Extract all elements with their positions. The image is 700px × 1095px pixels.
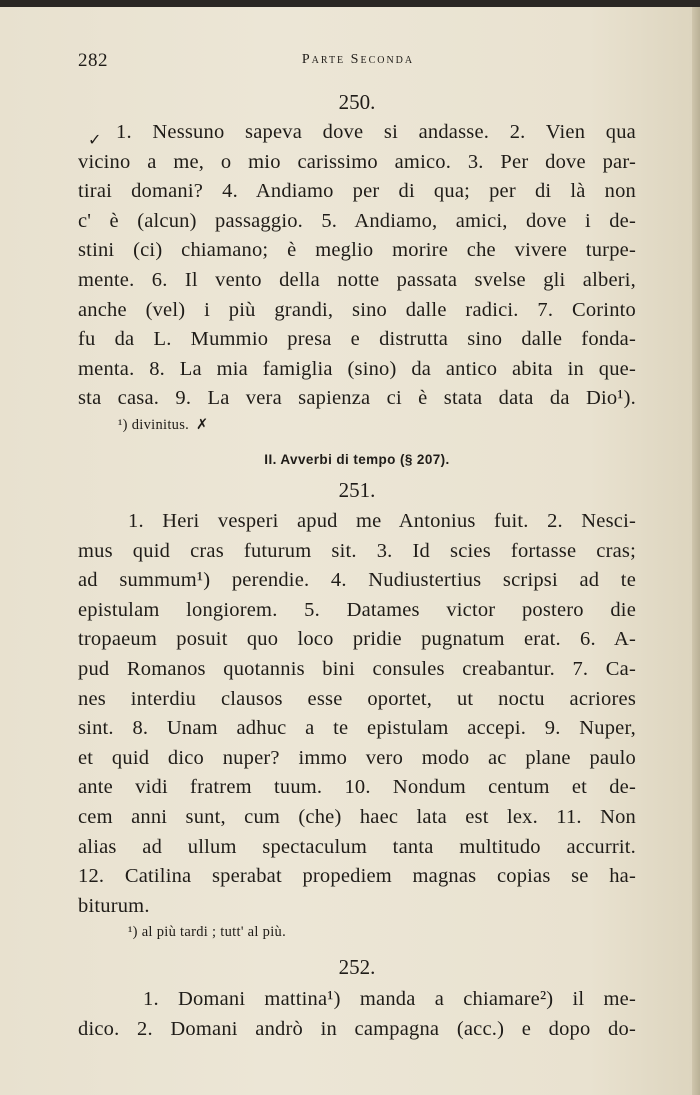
exercise-number: 250. — [338, 90, 376, 114]
cross-mark-icon: ✗ — [196, 417, 209, 433]
check-mark-icon: ✓ — [88, 132, 102, 149]
section-heading: II. Avverbi di tempo (§ 207). — [264, 452, 450, 467]
scan-top-border — [0, 0, 700, 7]
text-line: et quid dico nuper? immo vero modo ac plane paulo — [78, 746, 636, 769]
text-line: ante vidi fratrem tuum. 10. Nondum centum et de- — [78, 776, 636, 799]
text-line: anche (vel) i più grandi, sino dalle radici. 7. Corinto — [78, 298, 636, 321]
text-line: stini (ci) chiamano; è meglio morire che vivere turpe- — [78, 239, 636, 262]
text-line: 12. Catilina sperabat propediem magnas copias se ha- — [78, 865, 636, 888]
exercise-text — [78, 985, 636, 1044]
text-line: cem anni sunt, cum (che) haec lata est lex. 11. Non — [78, 805, 636, 828]
page-header — [78, 50, 638, 74]
text-line: pud Romanos quotannis bini consules creabantur. 7. Ca- — [78, 657, 636, 680]
running-title: Parte Seconda — [301, 52, 415, 67]
text-line: epistulam longiorem. 5. Datames victor postero die — [78, 598, 636, 621]
text-line: c' è (alcun) passaggio. 5. Andiamo, amici, dove i de- — [78, 209, 636, 232]
exercise-number: 251. — [338, 478, 376, 502]
text-line: mente. 6. Il vento della notte passata svelse gli alberi, — [78, 268, 636, 291]
text-line: 1. Domani mattina¹) manda a chiamare²) il me- — [143, 988, 636, 1010]
text-line: tropaeum posuit quo loco pridie pugnatum erat. 6. A- — [78, 628, 636, 651]
text-line: ad summum¹) perendie. 4. Nudiustertius scripsi ad te — [78, 569, 636, 592]
text-line: tirai domani? 4. Andiamo per di qua; per di là non — [78, 180, 636, 203]
text-line: dico. 2. Domani andrò in campagna (acc.) e dopo do- — [78, 1017, 636, 1040]
page-number: 282 — [78, 50, 108, 71]
text-line: mus quid cras futurum sit. 3. Id scies fortasse cras; — [78, 539, 636, 562]
text-line: vicino a me, o mio carissimo amico. 3. Per dove par- — [78, 150, 636, 173]
exercise-text — [78, 507, 636, 921]
footnote — [118, 417, 208, 434]
text-line: nes interdiu clausos esse oportet, ut noctu acriores — [78, 687, 636, 710]
page-edge — [692, 7, 700, 1095]
text-line: 1. Heri vesperi apud me Antonius fuit. 2. Nesci- — [128, 510, 636, 532]
text-line: sint. 8. Unam adhuc a te epistulam accepi. 9. Nuper, — [78, 717, 636, 740]
exercise-number: 252. — [338, 955, 376, 979]
text-line: 1. Nessuno sapeva dove si andasse. 2. Vien qua — [116, 121, 636, 143]
text-line: sta casa. 9. La vera sapienza ci è stata data da Dio¹). — [78, 387, 636, 410]
exercise-text — [78, 118, 636, 414]
text-line: biturum. — [78, 894, 150, 917]
footnote: ¹) al più tardi ; tutt' al più. — [128, 924, 287, 940]
text-line: menta. 8. La mia famiglia (sino) da antico abita in que- — [78, 357, 636, 380]
text-line: fu da L. Mummio presa e distrutta sino dalle fonda- — [78, 328, 636, 351]
footnote-text: ¹) divinitus. — [118, 417, 190, 433]
text-line: alias ad ullum spectaculum tanta multitudo accurrit. — [78, 835, 636, 858]
